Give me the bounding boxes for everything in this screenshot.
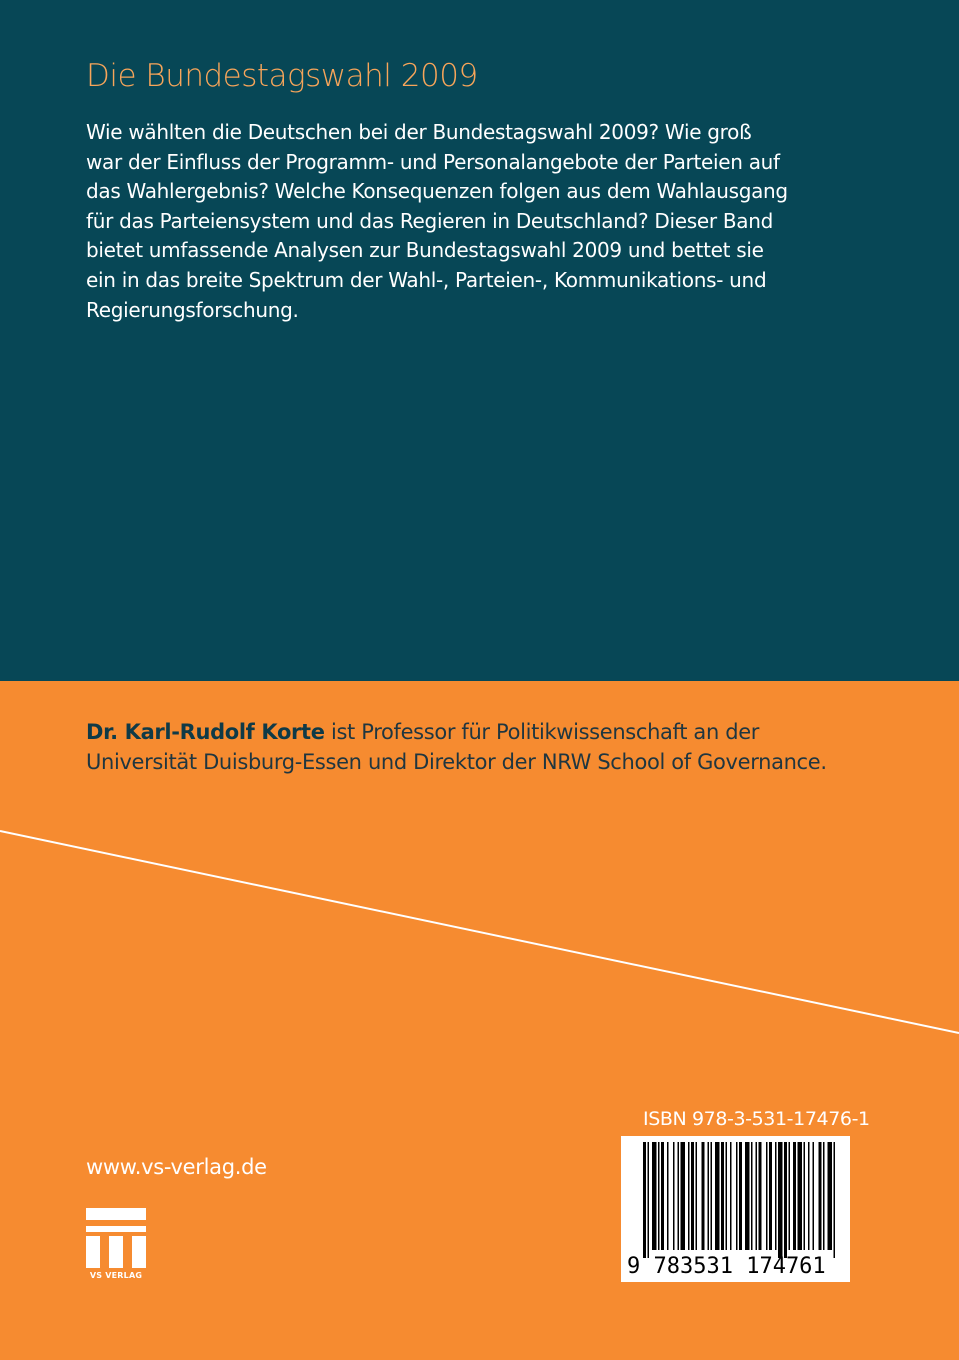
barcode-bar — [819, 1142, 822, 1250]
publisher-website: www.vs-verlag.de — [86, 1155, 267, 1179]
barcode-bar — [766, 1142, 768, 1250]
barcode-digits: 9 783531 174761 — [627, 1254, 826, 1279]
barcode-bar — [708, 1142, 710, 1250]
blurb-line: das Wahlergebnis? Welche Konsequenzen folgen aus dem Wahlausgang — [86, 179, 788, 204]
barcode-bar — [756, 1142, 758, 1250]
blurb-line: Wie wählten die Deutschen bei der Bundestagswahl 2009? Wie groß — [86, 120, 752, 144]
barcode-bar — [648, 1142, 650, 1258]
blurb-line: war der Einfluss der Programm- und Personalangebote der Parteien auf — [86, 149, 780, 174]
barcode-bar — [652, 1142, 657, 1250]
barcode-bar — [798, 1142, 803, 1250]
author-name: Dr. Karl-Rudolf Korte — [86, 720, 325, 744]
barcode-bar — [808, 1142, 810, 1250]
barcode-bar — [688, 1142, 690, 1250]
barcode-bar — [736, 1142, 738, 1250]
barcode-bar — [661, 1142, 664, 1250]
barcode-bar — [769, 1142, 772, 1250]
barcode-bar — [834, 1142, 836, 1258]
barcode-bar — [715, 1142, 720, 1250]
barcode-bar — [775, 1142, 777, 1250]
barcode — [621, 1136, 850, 1282]
barcode-bar — [691, 1142, 694, 1250]
barcode-bar — [702, 1142, 705, 1250]
barcode-bar — [804, 1142, 806, 1250]
barcode-bar — [658, 1142, 660, 1250]
barcode-bar — [681, 1142, 686, 1250]
barcode-bar — [789, 1142, 791, 1250]
author-bio-text: ist Professor für Politikwissenschaft an der — [324, 720, 760, 744]
barcode-bar — [751, 1142, 753, 1250]
barcode-bar — [696, 1142, 698, 1250]
barcode-bar — [678, 1142, 680, 1250]
barcode-bar — [730, 1142, 732, 1250]
barcode-bar — [643, 1142, 646, 1258]
publisher-logo-text: VS VERLAG — [89, 1271, 143, 1280]
blurb-line: für das Parteiensystem und das Regieren in Deutschland? Dieser Band — [86, 208, 774, 233]
blurb-line: Regierungsforschung. — [86, 297, 299, 322]
barcode-bar — [784, 1142, 787, 1258]
book-title: Die Bundestagswahl 2009 — [86, 58, 478, 94]
barcode-bar — [739, 1142, 742, 1250]
barcode-bar — [828, 1142, 833, 1250]
barcode-bar — [759, 1142, 762, 1250]
barcode-bar — [667, 1142, 669, 1250]
isbn-label: ISBN 978-3-531-17476-1 — [643, 1108, 870, 1130]
barcode-bar — [745, 1142, 750, 1250]
barcode-bar — [673, 1142, 675, 1250]
barcode-bar — [823, 1142, 825, 1250]
blurb-text — [86, 118, 886, 325]
barcode-bar — [778, 1142, 783, 1258]
barcode-bar — [813, 1142, 815, 1250]
barcode-bar — [711, 1142, 713, 1250]
barcode-bar — [726, 1142, 728, 1250]
blurb-line: bietet umfassende Analysen zur Bundestagswahl 2009 und bettet sie — [86, 238, 764, 263]
barcode-bar — [721, 1142, 724, 1250]
barcode-bar — [793, 1142, 796, 1250]
blurb-line: ein in das breite Spektrum der Wahl-, Parteien-, Kommunikations- und — [86, 267, 767, 292]
author-bio-line: Universität Duisburg-Essen und Direktor der NRW School of Governance. — [86, 749, 827, 774]
